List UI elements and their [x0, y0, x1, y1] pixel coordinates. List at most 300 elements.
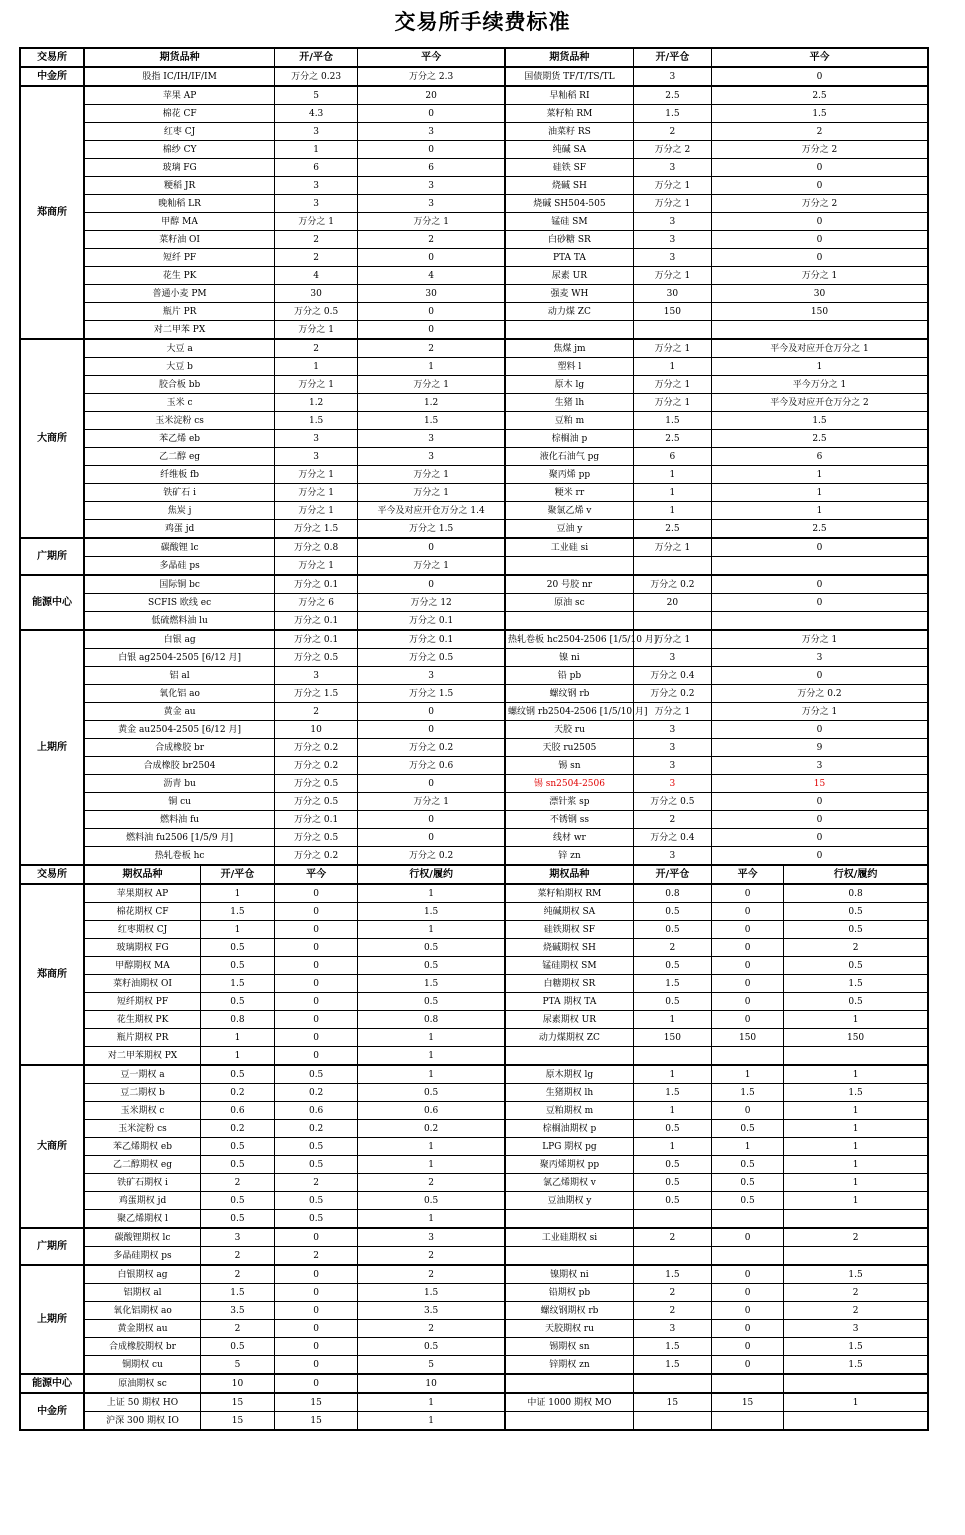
table-row: [20, 884, 928, 903]
close-today-fee: 0: [711, 67, 928, 86]
product-name: 苹果 AP: [84, 86, 274, 105]
open-close-fee: 1: [200, 921, 274, 939]
table-row: [20, 557, 928, 576]
option-name: 菜籽粕期权 RM: [505, 884, 633, 903]
exercise-fee: 1: [784, 1138, 928, 1156]
open-close-fee: 3: [633, 739, 711, 757]
open-close-fee: 2: [200, 1265, 274, 1284]
open-close-fee: 150: [633, 1029, 711, 1047]
exercise-fee: 1: [358, 1156, 505, 1174]
close-today-fee: 0.5: [711, 1156, 783, 1174]
open-close-fee: 1.5: [200, 903, 274, 921]
close-today-fee: 0: [711, 1302, 783, 1320]
open-close-fee: 0.5: [633, 921, 711, 939]
table-row: [20, 1047, 928, 1066]
table-row: [20, 303, 928, 321]
open-close-fee: [633, 1412, 711, 1431]
exchange-label: 上期所: [20, 1265, 84, 1374]
close-today-fee: 0: [711, 159, 928, 177]
exchange-label: 能源中心: [20, 575, 84, 630]
exercise-fee: 1: [358, 1029, 505, 1047]
open-close-fee: 1: [200, 1047, 274, 1066]
close-today-fee: 9: [711, 739, 928, 757]
product-name: 苯乙烯 eb: [84, 430, 274, 448]
exercise-fee: 0.8: [784, 884, 928, 903]
close-today-fee: 6: [711, 448, 928, 466]
open-close-fee: 5: [275, 86, 358, 105]
exercise-fee: 1.5: [784, 1356, 928, 1375]
close-today-fee: 万分之 1: [358, 484, 505, 502]
close-today-fee: 1.2: [358, 394, 505, 412]
close-today-fee: 万分之 0.2: [711, 685, 928, 703]
exercise-fee: 0.5: [358, 993, 505, 1011]
close-today-fee: 0: [711, 667, 928, 685]
table-row: [20, 67, 928, 86]
table-row: [20, 829, 928, 847]
close-today-fee: 1: [711, 358, 928, 376]
open-close-fee: 1.5: [200, 975, 274, 993]
exercise-fee: 1: [358, 1393, 505, 1412]
option-name: 花生期权 PK: [84, 1011, 200, 1029]
close-today-fee: 0.5: [275, 1192, 358, 1210]
table-row: [20, 757, 928, 775]
table-row: [20, 285, 928, 303]
open-close-fee: 10: [200, 1374, 274, 1393]
product-name: 不锈钢 ss: [505, 811, 633, 829]
close-today-fee: 0: [275, 1320, 358, 1338]
open-close-fee: 万分之 1: [275, 376, 358, 394]
open-close-fee: 万分之 1: [633, 267, 711, 285]
open-close-fee: 20: [633, 594, 711, 612]
close-today-fee: 万分之 1: [711, 630, 928, 649]
product-name: 普通小麦 PM: [84, 285, 274, 303]
close-today-fee: 0: [711, 829, 928, 847]
table-row: [20, 123, 928, 141]
product-name: 动力煤 ZC: [505, 303, 633, 321]
open-close-fee: 万分之 1: [633, 538, 711, 557]
table-row: [20, 339, 928, 358]
close-today-fee: 0: [711, 1102, 783, 1120]
exercise-fee: 1: [358, 884, 505, 903]
close-today-fee: [711, 612, 928, 631]
table-row: [20, 267, 928, 285]
product-name: 漂针浆 sp: [505, 793, 633, 811]
open-close-fee: 1.2: [275, 394, 358, 412]
option-name: [505, 1412, 633, 1431]
exchange-label: 广期所: [20, 538, 84, 575]
open-close-fee: 0.5: [633, 957, 711, 975]
close-today-fee: 万分之 1: [358, 793, 505, 811]
open-close-fee: 3: [633, 231, 711, 249]
product-name: 锌 zn: [505, 847, 633, 866]
product-name: 液化石油气 pg: [505, 448, 633, 466]
close-today-fee: 0: [358, 141, 505, 159]
option-name: [505, 1047, 633, 1066]
header-cell: 开/平仓: [275, 48, 358, 67]
close-today-fee: 0.5: [275, 1210, 358, 1229]
open-close-fee: [633, 1374, 711, 1393]
open-close-fee: 万分之 6: [275, 594, 358, 612]
table-row: [20, 520, 928, 539]
open-close-fee: 1: [633, 1138, 711, 1156]
table-row: [20, 921, 928, 939]
exercise-fee: 2: [358, 1265, 505, 1284]
option-name: 对二甲苯期权 PX: [84, 1047, 200, 1066]
close-today-fee: 30: [711, 285, 928, 303]
table-row: [20, 448, 928, 466]
header-cell: 行权/履约: [784, 865, 928, 884]
option-name: 瓶片期权 PR: [84, 1029, 200, 1047]
close-today-fee: 2.5: [711, 430, 928, 448]
close-today-fee: 0: [358, 703, 505, 721]
open-close-fee: 3: [633, 249, 711, 267]
close-today-fee: 0: [711, 1356, 783, 1375]
option-name: 锡期权 sn: [505, 1338, 633, 1356]
open-close-fee: 万分之 1: [633, 703, 711, 721]
open-close-fee: 2: [200, 1247, 274, 1266]
option-name: [505, 1247, 633, 1266]
close-today-fee: 万分之 1: [711, 703, 928, 721]
open-close-fee: 15: [200, 1412, 274, 1431]
close-today-fee: 4: [358, 267, 505, 285]
close-today-fee: 2.5: [711, 520, 928, 539]
close-today-fee: 0: [711, 594, 928, 612]
table-row: [20, 1174, 928, 1192]
open-close-fee: 0.5: [633, 1156, 711, 1174]
table-row: [20, 703, 928, 721]
product-name: 聚丙烯 pp: [505, 466, 633, 484]
open-close-fee: 万分之 1: [633, 630, 711, 649]
open-close-fee: 4: [275, 267, 358, 285]
close-today-fee: 30: [358, 285, 505, 303]
product-name: 20 号胶 nr: [505, 575, 633, 594]
close-today-fee: [711, 1374, 783, 1393]
header-cell: 开/平仓: [633, 865, 711, 884]
product-name: 低硫燃料油 lu: [84, 612, 274, 631]
close-today-fee: 万分之 0.6: [358, 757, 505, 775]
product-name: 白银 ag: [84, 630, 274, 649]
product-name: 锡 sn2504-2506: [505, 775, 633, 793]
close-today-fee: 15: [275, 1412, 358, 1431]
open-close-fee: 150: [633, 303, 711, 321]
exchange-label: 大商所: [20, 339, 84, 538]
product-name: 胶合板 bb: [84, 376, 274, 394]
option-name: 豆粕期权 m: [505, 1102, 633, 1120]
exercise-fee: 150: [784, 1029, 928, 1047]
product-name: 棕榈油 p: [505, 430, 633, 448]
exercise-fee: 3.5: [358, 1302, 505, 1320]
option-name: 硅铁期权 SF: [505, 921, 633, 939]
product-name: 粳米 rr: [505, 484, 633, 502]
product-name: 天胶 ru2505: [505, 739, 633, 757]
table-row: [20, 847, 928, 866]
close-today-fee: 15: [711, 775, 928, 793]
option-name: 碳酸锂期权 lc: [84, 1228, 200, 1247]
open-close-fee: 3: [633, 847, 711, 866]
close-today-fee: 0: [358, 811, 505, 829]
exercise-fee: 2: [784, 939, 928, 957]
open-close-fee: 3.5: [200, 1302, 274, 1320]
close-today-fee: 0.5: [275, 1156, 358, 1174]
product-name: SCFIS 欧线 ec: [84, 594, 274, 612]
close-today-fee: 1: [711, 484, 928, 502]
option-name: 菜籽油期权 OI: [84, 975, 200, 993]
product-name: 镍 ni: [505, 649, 633, 667]
exercise-fee: 0.5: [358, 1084, 505, 1102]
product-name: 铜 cu: [84, 793, 274, 811]
close-today-fee: 0: [711, 957, 783, 975]
close-today-fee: 1: [358, 358, 505, 376]
open-close-fee: 万分之 1.5: [275, 685, 358, 703]
close-today-fee: [711, 1210, 783, 1229]
exercise-fee: 1: [784, 1156, 928, 1174]
open-close-fee: 万分之 0.5: [275, 649, 358, 667]
close-today-fee: 万分之 2.3: [358, 67, 505, 86]
close-today-fee: 15: [275, 1393, 358, 1412]
close-today-fee: 0.5: [711, 1192, 783, 1210]
product-name: 焦煤 jm: [505, 339, 633, 358]
option-name: 螺纹钢期权 rb: [505, 1302, 633, 1320]
option-name: 铝期权 al: [84, 1284, 200, 1302]
open-close-fee: 0.8: [200, 1011, 274, 1029]
exercise-fee: 0.5: [784, 921, 928, 939]
open-close-fee: [633, 557, 711, 576]
open-close-fee: 万分之 1.5: [275, 520, 358, 539]
open-close-fee: 6: [275, 159, 358, 177]
open-close-fee: 万分之 2: [633, 141, 711, 159]
product-name: 铅 pb: [505, 667, 633, 685]
open-close-fee: 30: [275, 285, 358, 303]
close-today-fee: 0: [358, 721, 505, 739]
open-close-fee: 1: [633, 484, 711, 502]
close-today-fee: 0: [275, 1047, 358, 1066]
close-today-fee: 20: [358, 86, 505, 105]
open-close-fee: 0.6: [200, 1102, 274, 1120]
product-name: 菜籽粕 RM: [505, 105, 633, 123]
open-close-fee: 3: [275, 667, 358, 685]
product-name: 鸡蛋 jd: [84, 520, 274, 539]
exercise-fee: 1: [784, 1174, 928, 1192]
close-today-fee: 0: [275, 1374, 358, 1393]
option-name: 多晶硅期权 ps: [84, 1247, 200, 1266]
open-close-fee: 1: [200, 884, 274, 903]
exchange-label: 郑商所: [20, 86, 84, 339]
close-today-fee: 0: [275, 1228, 358, 1247]
open-close-fee: 3: [200, 1228, 274, 1247]
open-close-fee: 15: [633, 1393, 711, 1412]
open-close-fee: 0.5: [200, 939, 274, 957]
option-name: 天胶期权 ru: [505, 1320, 633, 1338]
table-row: [20, 612, 928, 631]
product-name: 纯碱 SA: [505, 141, 633, 159]
table-row: [20, 975, 928, 993]
open-close-fee: 1: [633, 466, 711, 484]
option-name: 尿素期权 UR: [505, 1011, 633, 1029]
open-close-fee: 万分之 0.2: [275, 757, 358, 775]
close-today-fee: 0: [275, 1338, 358, 1356]
open-close-fee: 万分之 1: [275, 213, 358, 231]
open-close-fee: 1: [275, 141, 358, 159]
open-close-fee: 1.5: [633, 1265, 711, 1284]
exercise-fee: 1: [784, 1120, 928, 1138]
open-close-fee: 万分之 0.5: [275, 793, 358, 811]
table-row: [20, 1393, 928, 1412]
close-today-fee: 0: [711, 939, 783, 957]
open-close-fee: 3: [275, 123, 358, 141]
open-close-fee: 万分之 0.5: [633, 793, 711, 811]
close-today-fee: 2: [711, 123, 928, 141]
table-row: [20, 575, 928, 594]
open-close-fee: 2: [275, 249, 358, 267]
exercise-fee: 1.5: [358, 975, 505, 993]
close-today-fee: 0: [711, 1338, 783, 1356]
exchange-label: 能源中心: [20, 1374, 84, 1393]
table-row: [20, 430, 928, 448]
close-today-fee: 0: [275, 921, 358, 939]
open-close-fee: 2: [275, 231, 358, 249]
fee-table-body: [20, 48, 928, 1430]
open-close-fee: 0.5: [200, 1065, 274, 1084]
open-close-fee: 万分之 0.5: [275, 303, 358, 321]
close-today-fee: 0: [711, 1228, 783, 1247]
open-close-fee: 0.2: [200, 1120, 274, 1138]
open-close-fee: 万分之 0.8: [275, 538, 358, 557]
close-today-fee: 0: [275, 1265, 358, 1284]
open-close-fee: 0.8: [633, 884, 711, 903]
open-close-fee: 2: [633, 939, 711, 957]
open-close-fee: 2: [633, 123, 711, 141]
close-today-fee: 150: [711, 1029, 783, 1047]
close-today-fee: 平今及对应开仓万分之 1: [711, 339, 928, 358]
close-today-fee: 万分之 2: [711, 195, 928, 213]
product-name: [505, 321, 633, 340]
close-today-fee: [711, 557, 928, 576]
fee-table: [19, 47, 929, 1431]
option-name: 豆一期权 a: [84, 1065, 200, 1084]
close-today-fee: 0: [711, 213, 928, 231]
product-name: PTA TA: [505, 249, 633, 267]
close-today-fee: 1.5: [711, 1084, 783, 1102]
option-name: 铅期权 pb: [505, 1284, 633, 1302]
close-today-fee: 3: [358, 195, 505, 213]
product-name: 菜籽油 OI: [84, 231, 274, 249]
product-name: 锰硅 SM: [505, 213, 633, 231]
exercise-fee: [784, 1247, 928, 1266]
table-row: [20, 502, 928, 520]
close-today-fee: 0: [358, 249, 505, 267]
close-today-fee: 1: [711, 466, 928, 484]
open-close-fee: 2.5: [633, 520, 711, 539]
exercise-fee: 1: [784, 1065, 928, 1084]
option-name: 棉花期权 CF: [84, 903, 200, 921]
product-name: 工业硅 si: [505, 538, 633, 557]
exchange-label: 郑商所: [20, 884, 84, 1065]
product-name: 豆粕 m: [505, 412, 633, 430]
option-name: 甲醇期权 MA: [84, 957, 200, 975]
open-close-fee: 0.5: [633, 1120, 711, 1138]
open-close-fee: 万分之 0.1: [275, 612, 358, 631]
product-name: 国债期货 TF/T/TS/TL: [505, 67, 633, 86]
close-today-fee: 0.2: [275, 1120, 358, 1138]
close-today-fee: 0: [275, 1284, 358, 1302]
close-today-fee: 0: [275, 884, 358, 903]
close-today-fee: 0: [711, 811, 928, 829]
close-today-fee: 平今万分之 1: [711, 376, 928, 394]
table-row: [20, 105, 928, 123]
product-name: 沥青 bu: [84, 775, 274, 793]
close-today-fee: 万分之 0.2: [358, 847, 505, 866]
product-name: 棉纱 CY: [84, 141, 274, 159]
open-close-fee: 1: [633, 358, 711, 376]
open-close-fee: 万分之 0.4: [633, 667, 711, 685]
product-name: 热轧卷板 hc2504-2506 [1/5/10 月]: [505, 630, 633, 649]
open-close-fee: 3: [633, 213, 711, 231]
exercise-fee: 1: [358, 1047, 505, 1066]
close-today-fee: [711, 1247, 783, 1266]
close-today-fee: 1: [711, 1138, 783, 1156]
table-row: [20, 865, 928, 884]
close-today-fee: 0: [358, 303, 505, 321]
open-close-fee: 2.5: [633, 86, 711, 105]
close-today-fee: 0: [711, 921, 783, 939]
close-today-fee: 150: [711, 303, 928, 321]
close-today-fee: 15: [711, 1393, 783, 1412]
product-name: 碳酸锂 lc: [84, 538, 274, 557]
close-today-fee: 0: [711, 177, 928, 195]
open-close-fee: 1: [200, 1029, 274, 1047]
table-row: [20, 538, 928, 557]
open-close-fee: 2: [633, 1284, 711, 1302]
option-name: [505, 1374, 633, 1393]
open-close-fee: 1.5: [633, 1084, 711, 1102]
product-name: 螺纹钢 rb: [505, 685, 633, 703]
product-name: 天胶 ru: [505, 721, 633, 739]
table-row: [20, 667, 928, 685]
product-name: 螺纹钢 rb2504-2506 [1/5/10 月]: [505, 703, 633, 721]
open-close-fee: 0.5: [633, 993, 711, 1011]
open-close-fee: [633, 1247, 711, 1266]
open-close-fee: 万分之 0.5: [275, 775, 358, 793]
header-cell: 期权品种: [84, 865, 200, 884]
table-row: [20, 775, 928, 793]
open-close-fee: 1.5: [200, 1284, 274, 1302]
header-cell: 平今: [711, 48, 928, 67]
open-close-fee: 万分之 1: [633, 339, 711, 358]
exchange-label: 大商所: [20, 1065, 84, 1228]
table-row: [20, 1228, 928, 1247]
header-cell: 开/平仓: [633, 48, 711, 67]
close-today-fee: 0: [711, 847, 928, 866]
close-today-fee: 2: [358, 339, 505, 358]
exercise-fee: 2: [358, 1247, 505, 1266]
exchange-label: 中金所: [20, 67, 84, 86]
open-close-fee: 3: [275, 430, 358, 448]
table-row: [20, 48, 928, 67]
option-name: 原木期权 lg: [505, 1065, 633, 1084]
table-row: [20, 484, 928, 502]
close-today-fee: 0: [711, 975, 783, 993]
product-name: 强麦 WH: [505, 285, 633, 303]
open-close-fee: 2: [275, 339, 358, 358]
open-close-fee: 1.5: [633, 1338, 711, 1356]
table-row: [20, 195, 928, 213]
open-close-fee: 1.5: [275, 412, 358, 430]
open-close-fee: 1.5: [633, 105, 711, 123]
option-name: 生猪期权 lh: [505, 1084, 633, 1102]
option-name: 玉米期权 c: [84, 1102, 200, 1120]
close-today-fee: 平今及对应开仓万分之 1.4: [358, 502, 505, 520]
product-name: 甲醇 MA: [84, 213, 274, 231]
